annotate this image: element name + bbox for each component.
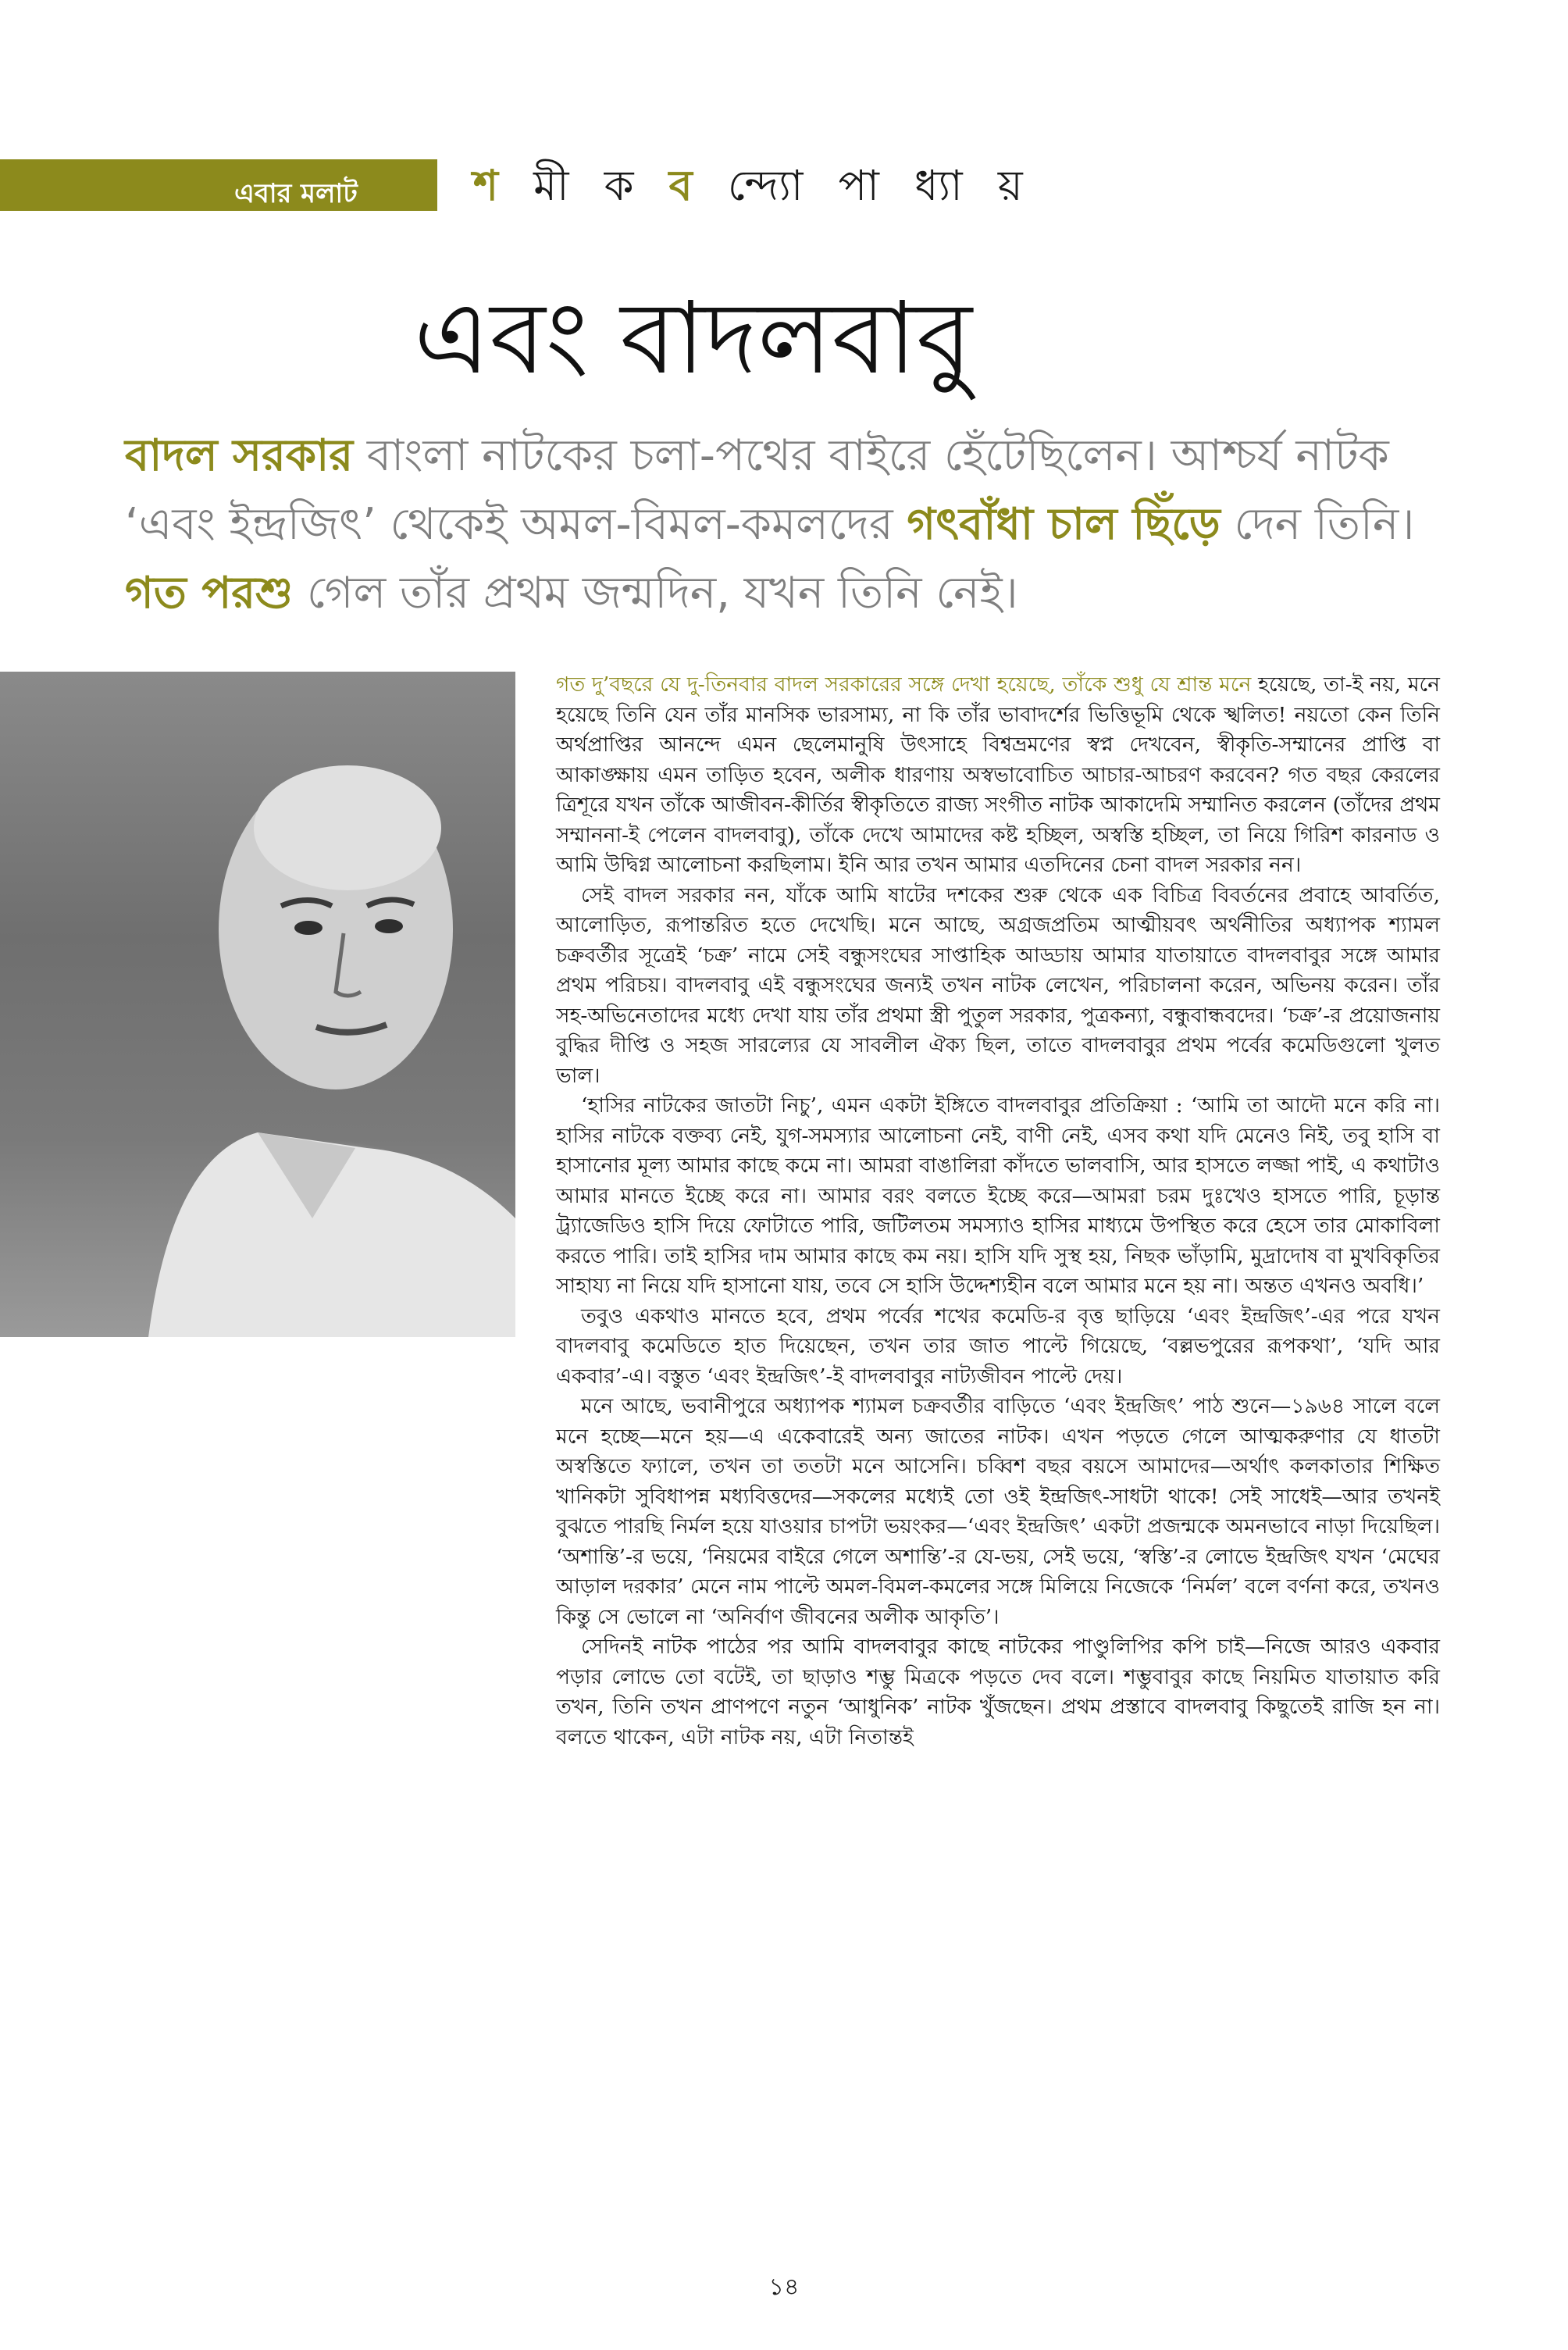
deck-text-2: দেন তিনি। [1220, 499, 1415, 550]
deck-text-3: গেল তাঁর প্রথম জন্মদিন, যখন তিনি নেই। [293, 568, 1018, 619]
article-lead: গত দু’বছরে যে দু-তিনবার বাদল সরকারের সঙ্গে দেখা হয়েছে, তাঁকে শুধু যে শ্রান্ত মনে [556, 672, 1252, 697]
page-number: ১৪ [768, 2273, 800, 2301]
article-paragraph-6: সেদিনই নাটক পাঠের পর আমি বাদলবাবুর কাছে নাটকের পাণ্ডুলিপির কপি চাই—নিজে আরও একবার পড়ার লোভে তো বটেই, তা ছাড়াও শম্ভু মিত্রকে পড়তে দেব বলে। শম্ভুবাবুর কাছে নিয়মিত যাতায়াত করি তখন, তিনি তখন প্রাণপণে নতুন ‘আধুনিক’ নাটক খুঁজছেন। প্রথম প্রস্তাবে বাদলবাবু কিছুতেই রাজি হন না। বলতে থাকেন, এটা নাটক নয়, এটা নিতান্তই [556, 1635, 1440, 1749]
article-paragraph-2: সেই বাদল সরকার নন, যাঁকে আমি ষাটের দশকের শুরু থেকে এক বিচিত্র বিবর্তনের প্রবাহে আবর্তিত, আলোড়িত, রূপান্তরিত হতে দেখেছি। মনে আছে, অগ্রজপ্রতিম আত্মীয়বৎ অর্থনীতির অধ্যাপক শ্যামল চক্রবর্তীর সূত্রেই ‘চক্র’ নামে সেই বন্ধুসংঘের সাপ্তাহিক আড্ডায় আমার যাতায়াতে বাদলবাবুর সঙ্গে আমার প্রথম পরিচয়। বাদলবাবু এই বন্ধুসংঘের জন্যই তখন নাটক লেখেন, পরিচালনা করেন, অভিনয় করেন। তাঁর সহ-অভিনেতাদের মধ্যে দেখা যায় তাঁর প্রথমা স্ত্রী পুতুল সরকার, পুত্রকন্যা, বন্ধুবান্ধবদের। ‘চক্র’-র প্রয়োজনায় বুদ্ধির দীপ্তি ও সহজ সারল্যের যে সাবলীল ঐক্য ছিল, তাতে বাদলবাবুর প্রথম পর্বের কমেডিগুলো খুলত ভাল। [556, 883, 1440, 1088]
byline-last-initial: ব [668, 161, 704, 210]
deck-highlight-1: বাদল সরকার [125, 430, 354, 481]
article-paragraph-3: ‘হাসির নাটকের জাতটা নিচু’, এমন একটা ইঙ্গিতে বাদলবাবুর প্রতিক্রিয়া : ‘আমি তা আদৌ মনে করি না। হাসির নাটকে বক্তব্য নেই, যুগ-সমস্যার আলোচনা নেই, বাণী নেই, এসব কথা যদি মেনেও নিই, তবু হাসি বা হাসানোর মূল্য আমার কাছে কমে না। আমরা বাঙালিরা কাঁদতে ভালবাসি, আর হাসতে লজ্জা পাই, এ কথাটাও আমার মানতে ইচ্ছে করে না। আমার বরং বলতে ইচ্ছে করে—আমরা চরম দুঃখেও হাসতে পারি, চূড়ান্ত ট্র্যাজেডিও হাসি দিয়ে ফোটাতে পারি, জটিলতম সমস্যাও হাসির মাধ্যমে উপস্থিত করে হেসে তার মোকাবিলা করতে পারি। তাই হাসির দাম আমার কাছে কম নয়। হাসি যদি সুস্থ হয়, নিছক ভাঁড়ামি, মুদ্রাদোষ বা মুখবিকৃতির সাহায্য না নিয়ে যদি হাসানো যায়, তবে সে হাসি উদ্দেশ্যহীন বলে আমার মনে হয় না। অন্তত এখনও অবধি।’ [556, 1093, 1440, 1298]
deck-text-1: বাংলা নাটকের চলা-পথের বাইরে হেঁটেছিলেন। আশ্চর্য নাটক ‘এবং ইন্দ্রজিৎ’ থেকেই অমল-বিমল-কমলদের [125, 430, 1389, 550]
deck-highlight-3: গত পরশু [125, 568, 294, 619]
article-paragraph [556, 670, 1440, 881]
portrait-eye [375, 919, 403, 933]
portrait-forehead [254, 765, 441, 890]
article-paragraph-4: তবুও একথাও মানতে হবে, প্রথম পর্বের শখের কমেডি-র বৃত্ত ছাড়িয়ে ‘এবং ইন্দ্রজিৎ’-এর পরে যখন বাদলবাবু কমেডিতে হাত দিয়েছেন, তখন তার জাত পাল্টে গিয়েছে, ‘বল্লভপুরের রূপকথা’, ‘যদি আর একবার’-এ। বস্তুত ‘এবং ইন্দ্রজিৎ’-ই বাদলবাবুর নাট্যজীবন পাল্টে দেয়। [556, 1303, 1440, 1389]
portrait-photo [0, 672, 515, 1337]
section-label: এবার মলাট [234, 178, 358, 209]
byline-last-rest: ন্দ্যো পা ধ্যা য় [703, 161, 1034, 210]
portrait-eye [294, 921, 323, 935]
byline [473, 153, 1034, 223]
page-title: এবং বাদলবাবু [414, 280, 972, 397]
article-paragraph-1: হয়েছে, তা-ই নয়, মনে হয়েছে তিনি যেন তাঁর মানসিক ভারসাম্য, না কি তাঁর ভাবাদর্শের ভিত্তিভূমি থেকে স্খলিত! নয়তো কেন তিনি অর্থপ্রাপ্তির আনন্দে এমন ছেলেমানুষি উৎসাহে বিশ্বভ্রমণের স্বপ্ন দেখবেন, স্বীকৃতি-সম্মানের প্রাপ্তি বা আকাঙ্ক্ষায় এমন তাড়িত হবেন, অলীক ধারণায় অস্বভাবোচিত আচার-আচরণ করবেন? গত বছর কেরলের ত্রিশূরে যখন তাঁকে আজীবন-কীর্তির স্বীকৃতিতে রাজ্য সংগীত নাটক আকাদেমি সম্মানিত করলেন (তাঁদের প্রথম সম্মাননা-ই পেলেন বাদলবাবু), তাঁকে দেখে আমাদের কষ্ট হচ্ছিল, অস্বস্তি হচ্ছিল, তা নিয়ে গিরিশ কারনাড ও আমি উদ্বিগ্ন আলোচনা করছিলাম। ইনি আর তখন আমার এতদিনের চেনা বাদল সরকার নন। [556, 672, 1440, 877]
article-body [556, 670, 1440, 1753]
byline-first-initial: শ [473, 161, 509, 210]
article-paragraph-5: মনে আছে, ভবানীপুরে অধ্যাপক শ্যামল চক্রবর্তীর বাড়িতে ‘এবং ইন্দ্রজিৎ’ পাঠ শুনে—১৯৬৪ সালে বলে মনে হচ্ছে—মনে হয়—এ একেবারেই অন্য জাতের নাটক। এখন পড়তে গেলে আত্মকরুণার যে ধাতটা অস্বস্তিতে ফ্যালে, তখন তা ততটা মনে আসেনি। চব্বিশ বছর বয়সে আমাদের—অর্থাৎ কলকাতার শিক্ষিত খানিকটা সুবিধাপন্ন মধ্যবিত্তদের—সকলের মধ্যেই তো ওই ইন্দ্রজিৎ-সাধটা থাকে! সেই সাধেই—আর তখনই বুঝতে পারছি নির্মল হয়ে যাওয়ার চাপটা ভয়ংকর—‘এবং ইন্দ্রজিৎ’ একটা প্রজন্মকে অমনভাবে নাড়া দিয়েছিল। ‘অশান্তি’-র ভয়ে, ‘নিয়মের বাইরে গেলে অশান্তি’-র যে-ভয়, সেই ভয়ে, ‘স্বস্তি’-র লোভে ইন্দ্রজিৎ যখন ‘মেঘের আড়াল দরকার’ মেনে নাম পাল্টে অমল-বিমল-কমলের সঙ্গে মিলিয়ে নিজেকে ‘নির্মল’ বলে বর্ণনা করে, তখনও কিন্তু সে ভোলে না ‘অনির্বাণ জীবনের অলীক আকৃতি’। [556, 1394, 1440, 1629]
byline-first-rest: মী ক [508, 161, 669, 210]
portrait-drawing [0, 672, 515, 1337]
standfirst [125, 422, 1437, 628]
section-band [0, 159, 437, 211]
deck-highlight-2: গৎবাঁধা চাল ছিঁড়ে [907, 499, 1221, 550]
